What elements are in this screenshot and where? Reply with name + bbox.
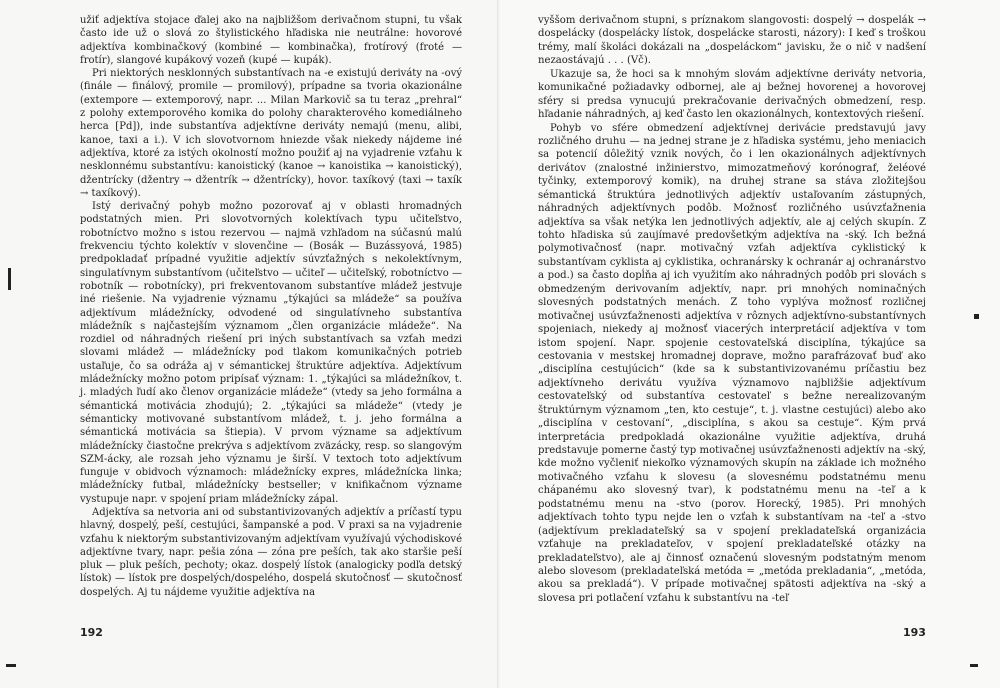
scan-mark (974, 314, 979, 319)
right-page-number: 193 (903, 626, 926, 639)
right-paragraph-1: vyššom derivačnom stupni, s príznakom slangovosti: dospelý → dospelák → dospelácky (dospelácky lístok, dospelácke starosti, názory): I keď s troškou trémy, malí školáci dokázali na „dospeláckom“ javisku, že o nič v nadšení nezaostávajú . . . (Vč). (538, 15, 926, 67)
left-paragraph-2: Pri niektorých nesklonných substantívach na -e existujú deriváty na -ový (finále — finálový, promile — promilový), prípadne sa tvoria okazionálne (extempore — extemporový, napr. ... Milan Markovič sa tu teraz „prehral“ z polohy extemporového komika do polohy charakterového komediálneho herca [Pd]), inde substantíva adjektívne deriváty nemajú (menu, alibi, kanoe, taxi a i.). V ich slovotvornom hniezde však niekedy nájdeme iné adjektíva, ktoré za istých okolností možno použiť aj na vyjadrenie vzťahu k nesklonnému substantívu: kanoistický (kanoe → kanoistika → kanoistický), džentrícky (džentry → džentrík → džentrícky), hovor. taxíkový (taxi → taxík → taxíkový). (80, 68, 462, 199)
left-paragraph-3: Istý derivačný pohyb možno pozorovať aj v oblasti hromadných podstatných mien. Pri slovotvorných kolektívach typu učiteľstvo, robotníctvo možno s istou rezervou — najmä vzhľadom na súčasnú malú frekvenciu týchto kolektív v slovenčine — (Bosák — Buzássyová, 1985) predpokladať prípadné využitie adjektív súvzťažných s nekolektívnym, singulatívnym substantívom (učiteľstvo — učiteľ — učiteľský, robotníctvo — robotník — robotnícky), pri frekventovanom substantíve mládež jestvuje iné riešenie. Na vyjadrenie významu „týkajúci sa mládeže“ sa používa adjektívum mládežnícky, odvodené od singulatívneho substantíva mládežník s najčastejším významom „člen organizácie mládeže“. Na rozdiel od náhradných riešení pri iných substantívach sa vzťah medzi slovami mládež — mládežnícky pod tlakom komunikačných potrieb ustaľuje, čo sa odráža aj v sémantickej štruktúre adjektíva. Adjektívum mládežnícky možno potom pripísať význam: 1. „týkajúci sa mládežníkov, t. j. mladých ľudí ako členov organizácie mládeže“ (vtedy sa jeho formálna a sémantická motivácia zhodujú); 2. „týkajúci sa mládeže“ (vtedy je sémanticky motivované substantívom mládež, t. j. jeho formálna a sémantická motivácia sa štiepia). V prvom význame sa adjektívum mládežnícky čiastočne prekrýva s adjektívom zväzácky, resp. so slangovým SZM-ácky, ale rozsah jeho významu je širší. V textoch toto adjektívum funguje v obidvoch významoch: mládežnícky expres, mládežnícka linka; mládežnícky futbal, mládežnícky bestseller; v knifikačnom význame vystupuje napr. v spojení priam mládežnícky zápal. (80, 201, 462, 505)
left-page-number: 192 (80, 626, 103, 639)
right-page (500, 0, 1000, 688)
left-page-text (80, 14, 462, 599)
right-paragraph-2: Ukazuje sa, že hoci sa k mnohým slovám adjektívne deriváty netvoria, komunikačné požiadavky odbornej, ale aj bežnej hovorenej a hovorovej sféry si predsa vynucujú prekračovanie derivačných obmedzení, resp. hľadanie náhradných, aj keď často len okazionálnych, kontextových riešení. (538, 68, 926, 121)
right-page-text (538, 14, 926, 605)
left-paragraph-1: užiť adjektíva stojace ďalej ako na najbližšom derivačnom stupni, tu však často ide už o slová zo štylistického hľadiska nie neutrálne: hovorové adjektíva kombinačkový (kombiné — kombinačka), frotírový (froté — frotír), slangové kupákový vozeň (kupé — kupák). (80, 15, 462, 66)
scan-mark (6, 664, 16, 667)
scan-mark (970, 664, 978, 667)
left-paragraph-4: Adjektíva sa netvoria ani od substantivizovaných adjektív a príčastí typu hlavný, dospelý, peší, cestujúci, šampanské a pod. V praxi sa na vyjadrenie vzťahu k niektorým substantivizovaným adjektívam využívajú východiskové adjektívne tvary, napr. pešia zóna — zóna pre peších, tak ako staršie peší pluk — pluk peších, pechoty; okaz. dospelý lístok (analogicky podľa detský lístok) — lístok pre dospelých/dospelého, dospelá skutočnosť — skutočnosť dospelých. Aj tu nájdeme využitie adjektíva na (80, 506, 462, 598)
scan-mark (8, 268, 11, 290)
right-paragraph-3: Pohyb vo sfére obmedzení adjektívnej derivácie predstavujú javy rozličného druhu — na jednej strane je z hľadiska systému, jeho meniacich sa potencií dôležitý vznik nových, čo i len okazionálnych adjektívnych derivátov (znalostné inžinierstvo, mimozatmeňový korónograf, želéové tyčinky, extemporový komik), na druhej strane sa stáva zložitejšou sémantická štruktúra jednotlivých adjektív ustaľovaním zástupných, náhradných adjektívnych podôb. Možnosť rozličného usúvzťažnenia adjektíva sa však netýka len jednotlivých adjektív, ale aj celých skupín. Z tohto hľadiska sú zaujímavé predovšetkým adjektíva na -ský. Ich bežná polymotivačnosť (napr. motivačný vzťah adjektíva cyklistický k substantívam cyklista aj cyklistika, ochranársky k ochranár aj ochranárstvo a pod.) sa často dopĺňa aj ich využitím ako náhradných podôb pri slovách s obmedzeným derivovaním adjektív, napr. pri mnohých nominačných slovesných podstatných menách. Z toho vyplýva možnosť rozličnej motivačnej usúvzťažnenosti adjektíva v rôznych adjektívno-substantívnych spojeniach, niekedy aj možnosť viacerých interpretácií adjektíva v tom istom spojení. Napr. spojenie cestovateľská disciplína, týkajúce sa cestovania v mestskej hromadnej doprave, možno parafrázovať buď ako „disciplína cestujúcich“ (kde sa k substantivizovanému príčastiu bez adjektívneho derivátu využíva významovo najbližšie adjektívum cestovateľský od substantíva cestovateľ s bežne nerealizovaným štruktúrnym významom „ten, kto cestuje“, t. j. vlastne cestujúci) alebo ako „disciplína v cestovaní“, „disciplína, s akou sa cestuje“. Kým prvá interpretácia predpokladá okazionálne využitie adjektíva, druhá predstavuje pomerne častý typ motivačnej usúvzťažnenosti adjektív na -ský, kde možno vyčleniť niekoľko významových skupín na základe ich možného motivačného vzťahu k slovesu (a slovesnému podstatnému menu chápanému ako slovesný tvar), k podstatnému menu na -teľ a k podstatnému menu na -stvo (porov. Horecký, 1985). Pri mnohých adjektívach tohto typu nejde len o vzťah k substantívam na -teľ a -stvo (adjektívum prekladateľský sa v spojení prekladateľská organizácia vzťahuje na prekladateľov, v spojení prekladateľské otázky na prekladateľstvo), ale aj činnosť označenú slovesným podstatným menom alebo slovesom (prekladateľská metóda = „metóda prekladania“, „metóda, akou sa prekladá“). V prípade motivačnej spätosti adjektíva na -ský a slovesa pri potlačení vzťahu k substantívu na -teľ (538, 122, 926, 604)
